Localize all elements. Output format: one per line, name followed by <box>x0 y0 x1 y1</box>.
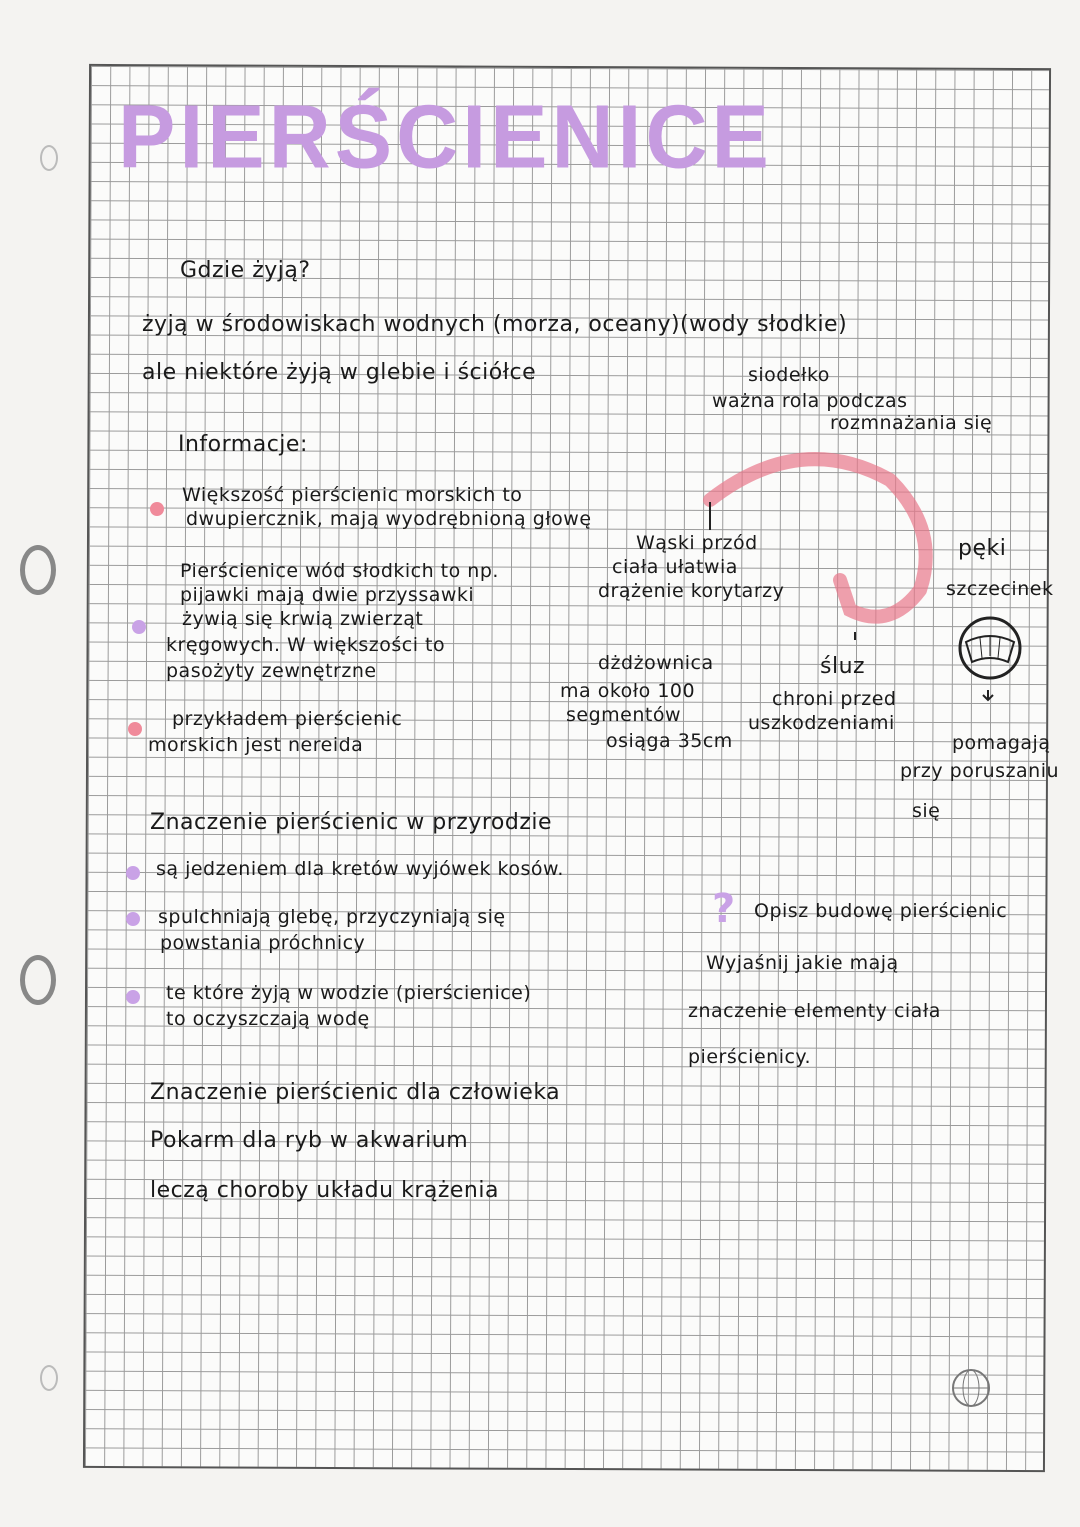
bullet <box>126 866 140 880</box>
nature-line: spulchniają glebę, przyczyniają się <box>158 906 506 928</box>
diagram-label: segmentów <box>566 704 682 726</box>
info-heading: Informacje: <box>178 432 308 457</box>
where-heading: Gdzie żyją? <box>180 258 311 283</box>
diagram-label: ciała ułatwia <box>612 556 738 578</box>
task-line: znaczenie elementy ciała <box>688 1000 941 1022</box>
diagram-label: rozmnażania się <box>830 412 993 434</box>
info-line: Większość pierścienic morskich to <box>182 484 523 506</box>
nature-line: to oczyszczają wodę <box>166 1008 370 1030</box>
info-line: pasożyty zewnętrzne <box>166 660 377 682</box>
binder-ring <box>20 545 56 595</box>
diagram-label: ma około 100 <box>560 680 696 702</box>
diagram-label: pęki <box>958 536 1007 561</box>
bullet <box>126 912 140 926</box>
bristle-icon <box>950 612 1030 702</box>
task-line: pierścienicy. <box>688 1046 811 1068</box>
punch-hole <box>40 1365 58 1391</box>
info-line: kręgowych. W większości to <box>166 634 446 656</box>
diagram-label: osiąga 35cm <box>606 730 733 752</box>
diagram-label: Wąski przód <box>636 532 758 554</box>
diagram-label: dżdżownica <box>598 652 714 674</box>
where-line: ale niektóre żyją w glebie i ściółce <box>142 360 537 385</box>
info-line: dwupiercznik, mają wyodrębnioną głowę <box>186 508 592 530</box>
info-line: Pierścienice wód słodkich to np. <box>180 560 499 582</box>
info-line: żywią się krwią zwierząt <box>182 608 424 630</box>
diagram-label: ważna rola podczas <box>712 390 908 412</box>
bullet <box>126 990 140 1004</box>
globe-logo-icon <box>946 1366 996 1410</box>
human-line: leczą choroby układu krążenia <box>150 1178 499 1203</box>
diagram-label: drążenie korytarzy <box>598 580 785 602</box>
human-heading: Znaczenie pierścienic dla człowieka <box>150 1080 561 1105</box>
question-mark-icon: ? <box>712 886 736 932</box>
bullet <box>132 620 146 634</box>
punch-hole <box>40 145 58 171</box>
where-line: żyją w środowiskach wodnych (morza, oceany)(wody słodkie) <box>142 312 848 337</box>
diagram-label: chroni przed <box>772 688 897 710</box>
diagram-label: szczecinek <box>946 578 1054 600</box>
info-line: pijawki mają dwie przyssawki <box>180 584 475 606</box>
human-line: Pokarm dla ryb w akwarium <box>150 1128 469 1153</box>
diagram-label: uszkodzeniami <box>748 712 895 734</box>
nature-line: powstania próchnicy <box>160 932 366 954</box>
info-line: przykładem pierścienic <box>172 708 403 730</box>
task-line: Wyjaśnij jakie mają <box>706 952 899 974</box>
nature-heading: Znaczenie pierścienic w przyrodzie <box>150 810 553 835</box>
diagram-label: się <box>912 800 941 822</box>
diagram-label: pomagają <box>952 732 1051 754</box>
diagram-label: przy poruszaniu <box>900 760 1060 782</box>
task-line: Opisz budowę pierścienic <box>754 900 1008 922</box>
diagram-label: śluz <box>820 654 866 679</box>
info-line: morskich jest nereida <box>148 734 364 756</box>
nature-line: są jedzeniem dla kretów wyjówek kosów. <box>156 858 564 880</box>
bullet <box>150 502 164 516</box>
nature-line: te które żyją w wodzie (pierścienice) <box>166 982 532 1004</box>
binder-ring <box>20 955 56 1005</box>
bullet <box>128 722 142 736</box>
diagram-label: siodełko <box>748 364 830 386</box>
page-title: PIERŚCIENICE <box>118 86 773 188</box>
